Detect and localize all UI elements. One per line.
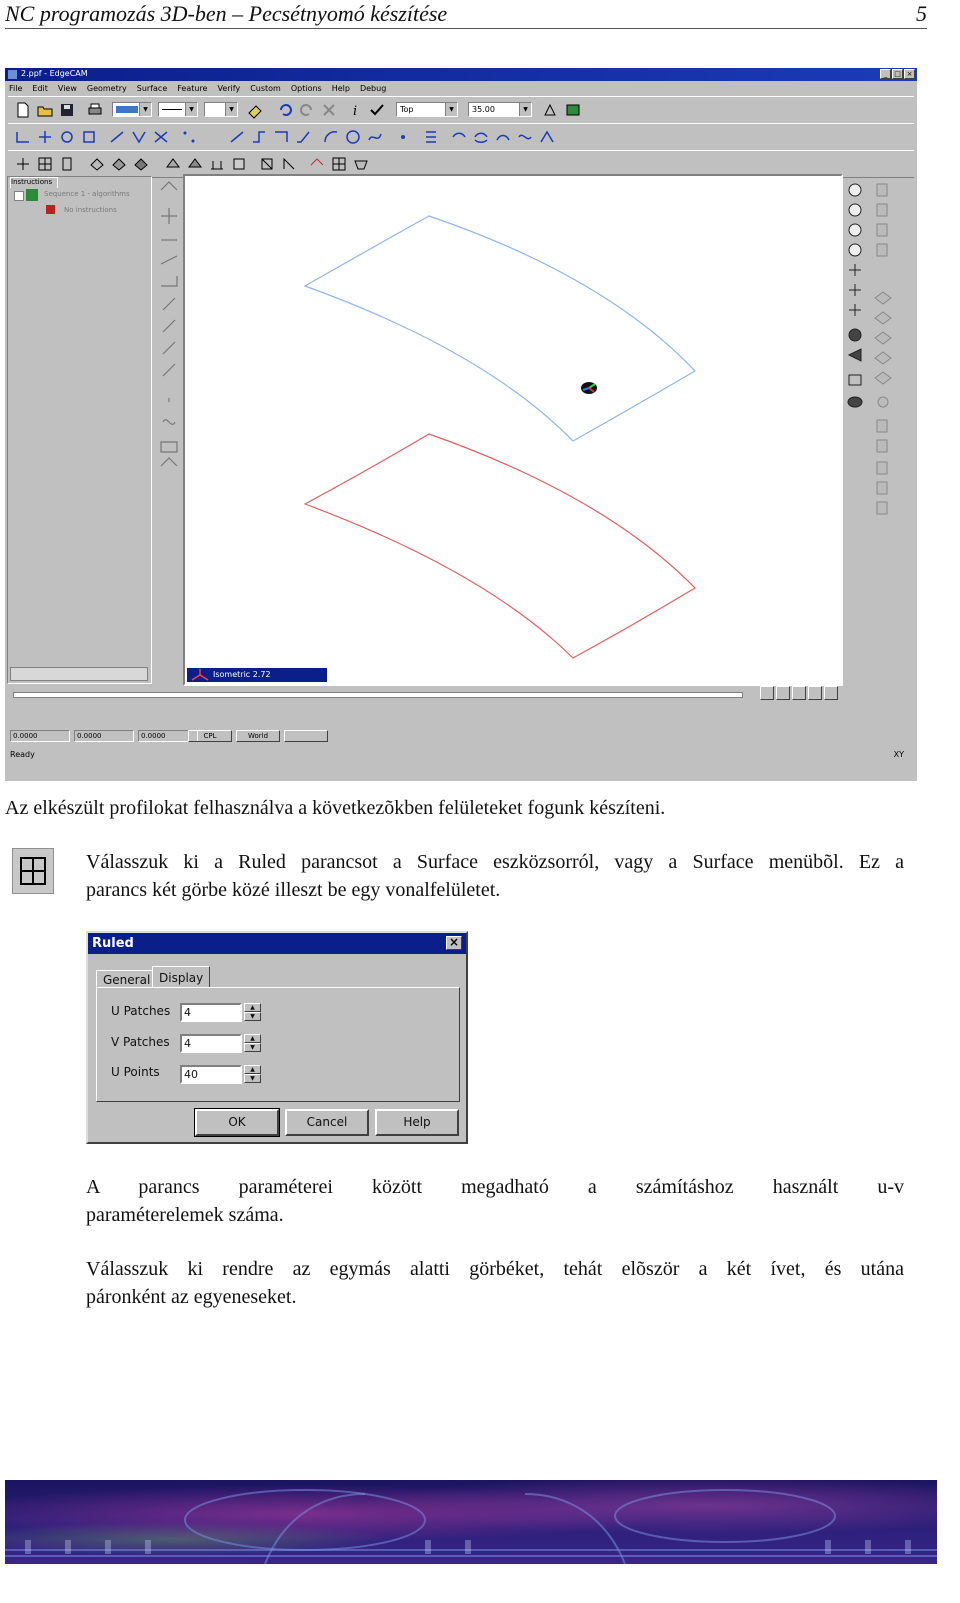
page-number: 5 [916,1,927,26]
playback-controls [760,686,838,700]
surface-tool-4-icon[interactable] [88,155,106,173]
instructions-tab[interactable]: Instructions [10,177,58,188]
help-button[interactable]: Help [375,1109,459,1136]
geometry-curves [185,176,841,684]
view-combo-value: Top [400,105,414,114]
value-combo[interactable]: 35.00 ▼ [468,102,532,117]
rotate-tool-icon[interactable] [36,128,54,146]
window-titlebar [5,68,917,81]
menu-geometry[interactable]: Geometry [86,83,127,93]
menu-options[interactable]: Options [290,83,322,93]
footer-decoration [5,1480,937,1564]
surface-tool-5-icon[interactable] [110,155,128,173]
redo-icon[interactable] [298,101,316,119]
open-folder-icon[interactable] [36,101,54,119]
surface-tool-12-icon[interactable] [280,155,298,173]
svg-text:i: i [353,104,358,119]
arc-icon[interactable] [322,128,340,146]
spline-icon[interactable] [366,128,384,146]
play-last-button[interactable] [824,686,838,700]
surface-tool-1-icon[interactable] [14,155,32,173]
instructions-panel [7,176,152,684]
paragraph-3-line-1: A parancs paraméterei között megadható a számításhoz használt u-v [86,1176,904,1198]
playback-row [8,686,898,702]
world-button[interactable]: World [236,730,280,742]
upper-surface-outline [305,216,695,441]
u-patches-spinner[interactable]: ▲ ▼ [244,1003,261,1022]
corner-icon[interactable] [272,128,290,146]
mirror-icon[interactable] [542,101,560,119]
menu-bar [5,81,917,95]
standard-toolbar [8,96,914,124]
menu-feature[interactable]: Feature [177,83,208,93]
blank-button[interactable] [284,730,328,742]
menu-surface[interactable]: Surface [136,83,168,93]
points-tool-icon[interactable] [180,128,198,146]
print-icon[interactable] [86,101,104,119]
ruled-dialog [86,931,468,1144]
surface-tool-15-icon[interactable] [352,155,370,173]
paragraph-4-line-1: Válasszuk ki rendre az egymás alatti görbéket, tehát elõször a két ívet, és utána [86,1258,904,1280]
tab-general[interactable]: General [96,970,157,988]
u-points-input[interactable]: 40 [180,1065,242,1084]
eraser-icon[interactable] [246,101,264,119]
break-tool-icon[interactable] [152,128,170,146]
paragraph-4-line-2: páronként az egyeneseket. [86,1286,297,1308]
u-points-spinner[interactable]: ▲ ▼ [244,1065,261,1084]
menu-help[interactable]: Help [331,83,350,93]
polyline-icon[interactable] [250,128,268,146]
coordinate-bar [8,729,914,745]
maximize-button[interactable]: □ [892,69,903,79]
cut-icon[interactable] [320,101,338,119]
play-first-button[interactable] [760,686,774,700]
surface-tool-13-icon[interactable] [308,155,326,173]
undo-icon[interactable] [276,101,294,119]
sequence-icon [26,189,38,201]
view-label [187,668,327,682]
layer-combo[interactable]: ▼ [204,102,238,117]
paragraph-2-line-2: parancs két görbe közé illeszt be egy vonalfelületet. [86,879,501,901]
blend-icon[interactable] [494,128,512,146]
machine-icon[interactable] [564,101,582,119]
play-prev-button[interactable] [776,686,790,700]
save-icon[interactable] [58,101,76,119]
menu-debug[interactable]: Debug [359,83,387,93]
paragraph-2-line-1: Válasszuk ki a Ruled parancsot a Surface eszközsorról, vagy a Surface menübõl. Ez a [86,851,904,873]
edgecam-screenshot [5,68,917,781]
dialog-close-button[interactable]: × [446,936,462,950]
status-text: Ready [10,750,35,759]
lower-surface-outline [305,434,695,658]
view-tool-strip [845,180,895,530]
origin-marker [581,382,597,394]
tree-expander-icon[interactable] [14,191,24,201]
tree-node-sequence[interactable]: Sequence 1 - algorithms [44,190,130,198]
loop-icon[interactable] [516,128,534,146]
surface-tool-10-icon[interactable] [230,155,248,173]
check-icon[interactable] [368,101,386,119]
panel-scrollbar[interactable] [10,667,148,681]
cpl-button[interactable]: CPL [188,730,232,742]
new-file-icon[interactable] [14,101,32,119]
dialog-titlebar [88,933,466,954]
status-mode: XY [893,750,904,759]
menu-verify[interactable]: Verify [217,83,241,93]
move-tool-icon[interactable] [58,128,76,146]
ruled-surface-icon [12,848,54,894]
dialog-title: Ruled [92,936,134,951]
geometry-toolbar [8,123,914,151]
document-title: NC programozás 3D-ben – Pecsétnyomó készítése [5,1,448,26]
window-controls [880,69,915,79]
axis-icon [191,669,209,681]
surface-tool-7-icon[interactable] [164,155,182,173]
chamfer-icon[interactable] [294,128,312,146]
tab-display[interactable]: Display [152,966,210,988]
cancel-button[interactable]: Cancel [285,1109,369,1136]
app-icon [8,70,17,79]
surface-tool-14-icon[interactable] [330,155,348,173]
extend-tool-icon[interactable] [130,128,148,146]
linestyle-combo[interactable]: ▼ [158,102,198,117]
menu-edit[interactable]: Edit [32,83,48,93]
menu-file[interactable]: File [9,83,23,93]
value-combo-value: 35.00 [472,105,495,114]
display-tab-panel [96,987,460,1102]
v-patches-input[interactable]: 4 [180,1034,242,1053]
vertex-icon[interactable] [538,128,556,146]
paragraph-3-line-2: paraméterelemek száma. [86,1204,284,1226]
menu-view[interactable]: View [57,83,77,93]
tree-node-instructions[interactable]: No instructions [64,206,117,214]
offset-icon[interactable] [450,128,468,146]
y-coordinate: 0.0000 [74,730,134,742]
vertical-tool-strip [155,176,183,546]
fillet-icon[interactable] [472,128,490,146]
u-patches-input[interactable]: 4 [180,1003,242,1022]
v-patches-spinner[interactable]: ▲ ▼ [244,1034,261,1053]
view-combo[interactable]: Top ▼ [396,102,458,117]
menu-custom[interactable]: Custom [250,83,281,93]
view-label-text: Isometric 2.72 [213,670,271,679]
u-points-label: U Points [111,1065,160,1079]
color-combo[interactable]: ▼ [112,102,152,117]
surface-tool-3-icon[interactable] [58,155,76,173]
graphics-viewport[interactable] [183,174,843,686]
circle-icon[interactable] [344,128,362,146]
play-stop-button[interactable] [792,686,806,700]
info-icon[interactable] [348,101,366,119]
ruled-surface-icon[interactable] [36,155,54,173]
window-title: 2.ppf - EdgeCAM [21,69,88,78]
v-patches-label: V Patches [111,1035,170,1049]
instruction-icon [46,205,55,214]
u-patches-label: U Patches [111,1004,171,1018]
surface-tool-9-icon[interactable] [208,155,226,173]
surface-tool-8-icon[interactable] [186,155,204,173]
play-next-button[interactable] [808,686,822,700]
ok-button[interactable]: OK [195,1109,279,1136]
paragraph-1: Az elkészült profilokat felhasználva a következõkben felületeket fogunk készíteni. [5,797,666,819]
line-tool-icon[interactable] [14,128,32,146]
x-coordinate: 0.0000 [10,730,70,742]
text-icon[interactable] [422,128,440,146]
line-icon[interactable] [228,128,246,146]
surface-tool-6-icon[interactable] [132,155,150,173]
playback-slider[interactable] [13,692,743,698]
point-icon[interactable] [394,128,412,146]
close-button[interactable]: × [904,69,915,79]
status-bar [8,749,914,763]
copy-tool-icon[interactable] [80,128,98,146]
trim-tool-icon[interactable] [108,128,126,146]
z-coordinate: 0.0000 [138,730,198,742]
surface-tool-11-icon[interactable] [258,155,276,173]
minimize-button[interactable]: _ [880,69,891,79]
footer-banner [5,1480,937,1564]
page-header [5,0,927,29]
